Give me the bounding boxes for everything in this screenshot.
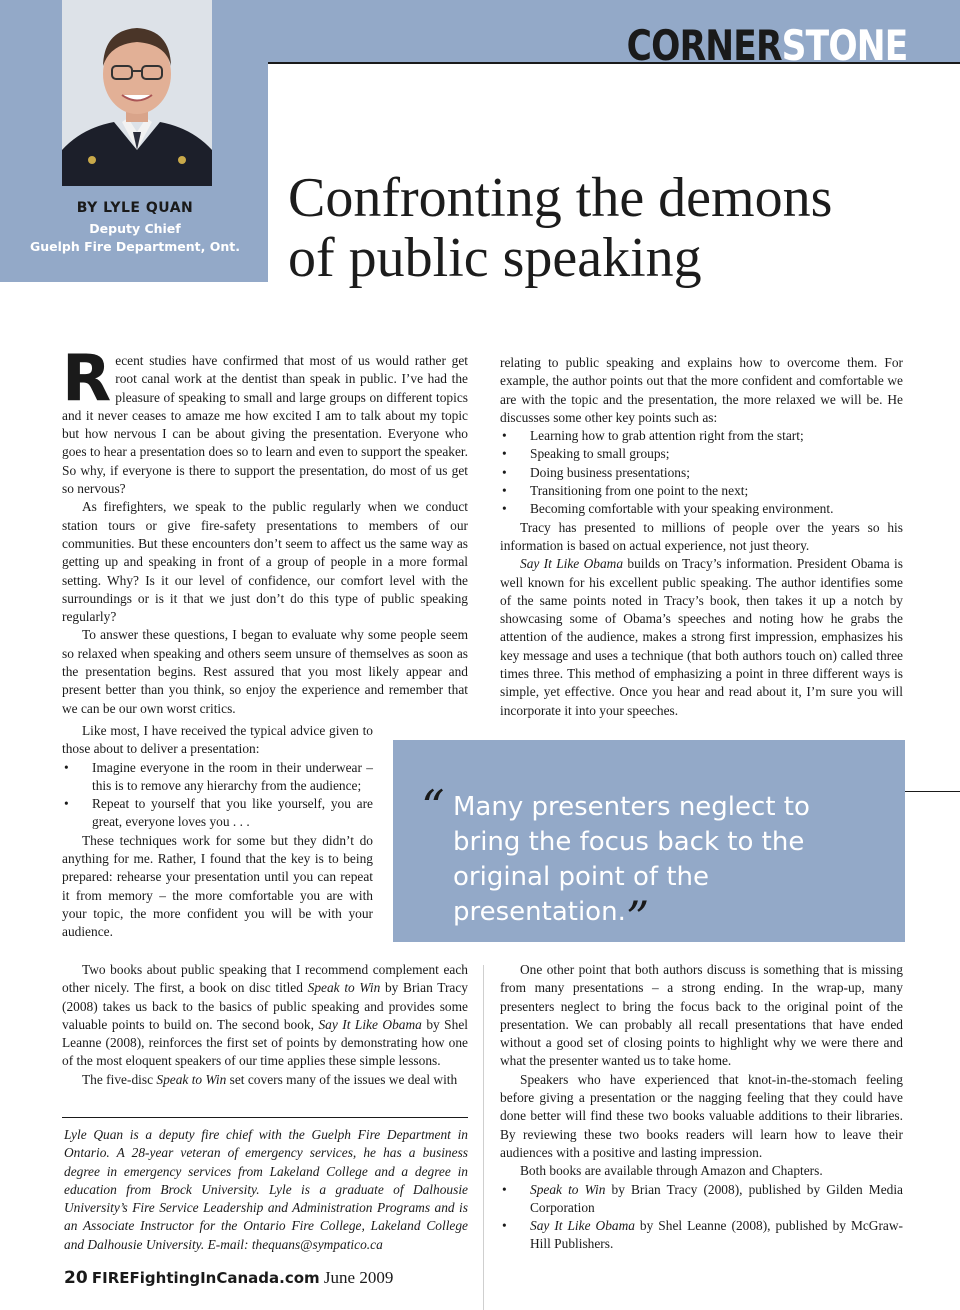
left-column-bottom (62, 961, 468, 1089)
author-name: BY LYLE QUAN (76, 200, 194, 216)
section-name-part1: CORNER (627, 21, 783, 70)
author-department: Guelph Fire Department, Ont. (29, 239, 241, 254)
list-item: • Learning how to grab attention right from the start; (500, 427, 903, 445)
left-column-narrow (62, 722, 373, 942)
left-column-top (62, 322, 468, 718)
issue-date: June 2009 (323, 1268, 394, 1287)
paragraph-intro: Recent studies have confirmed that most of us would rather get root canal work at the dentist than speak in public. I’ve had the pleasure of speaking to small and large groups on different topics and it never ceases to amaze me how excited I am to talk about my topic but how nervous I can be about giving the presentation. Everyone who goes to hear a presentation does so to learn and even to support the speaker. So why, if everyone is there to support the presentation, do most of us get so nervous? (62, 342, 468, 497)
site-name: FIREFightingInCanada.com (91, 1269, 320, 1287)
list-item: • Speaking to small groups; (500, 445, 903, 463)
pull-quote (393, 740, 905, 945)
column-divider (483, 965, 484, 1310)
list-item: • Say It Like Obama by Shel Leanne (2008), published by McGraw-Hill Publishers. (500, 1217, 903, 1254)
right-column-top (500, 354, 903, 720)
list-item: • Imagine everyone in the room in their underwear – this is to remove any hierarchy from the audience; (62, 759, 373, 796)
key-points-list (500, 427, 903, 518)
drop-cap: R (62, 342, 112, 416)
paragraph: The five-disc Speak to Win set covers many of the issues we deal with (82, 1071, 458, 1087)
paragraph: As firefighters, we speak to the public regularly when we conduct station tours or give fire-safety presentations to members of our communities. But these encounters don’t seem to affect us the same way as getting up and speaking in front of a group of people in a more formal setting. Why? Is it our level of confidence, our comfort level with the surroundings or is it that we just don’t do this type of public speaking regularly? (62, 499, 468, 625)
advice-list (62, 759, 373, 832)
author-photo (62, 0, 212, 186)
title-line-1: Confronting the demons (288, 167, 833, 229)
bio-divider (62, 1117, 468, 1118)
paragraph: Like most, I have received the typical advice given to those about to deliver a presentation: (62, 723, 373, 757)
author-bio: Lyle Quan is a deputy fire chief with the Guelph Fire Department in Ontario. A 28-year veteran of emergency services, he has a business degree in emergency services from Lakeland College and a degree in education from Brock University. Lyle is a graduate of Dalhousie University’s Fire Service Leadership and Administration Programs and is an Associate Instructor for the Ontario Fire College, Lakeland College and Dalhousie University. E-mail: thequans@sympatico.ca (64, 1127, 468, 1252)
paragraph: Two books about public speaking that I recommend complement each other nicely. The first, a book on disc titled Speak to Win by Brian Tracy (2008) takes us back to the basics of public speaking and provides some valuable points to build on. The second book, Say It Like Obama by Shel Leanne (2008), reinforces the first set of points by demonstrating how one of the most eloquent speakers of our time applies these simple lessons. (62, 962, 468, 1069)
paragraph: To answer these questions, I began to evaluate why some people seem so relaxed when speaking and others seem unsure of themselves as soon as the presentation begins. Rest assured that you most likely appear and present better than you think, so enjoy the experience and remember that we can be our own worst critics. (62, 627, 468, 716)
paragraph: Tracy has presented to millions of people over the years so his information is based on actual experience, not just theory. (500, 519, 903, 553)
book-title: Say It Like Obama (520, 556, 624, 572)
paragraph: Say It Like Obama builds on Tracy’s information. President Obama is well known for his excellent public speaking. The author identifies some of the same points noted in Tracy’s book, then takes it up a notch by showcasing some of Obama’s speeches and noting how he grabs the attention of the audience, makes a strong first impression, emphasizes his key message and uses a technique (that both authors touch on) called three times three. This method of emphasizing a point in three different ways is simple, yet effective. Once you hear and read about it, I’m sure you will incorporate it into your speeches. (500, 556, 903, 718)
paragraph: relating to public speaking and explains how to overcome them. For example, the author points out that the more confident and comfortable we are with the topic and the presentation, the more relaxed we will be. He discusses some other key points such as: (500, 355, 903, 425)
paragraph: These techniques work for some but they didn’t do anything for me. Rather, I found that the key is to being prepared: rehearse your presentation until you can repeat it from memory – the more comfortable you are with your topic, the more confident you will be with your audience. (62, 832, 373, 940)
book-title: Speak to Win (307, 980, 381, 996)
list-item: • Transitioning from one point to the next; (500, 482, 903, 500)
section-name (627, 18, 908, 74)
list-item: • Repeat to yourself that you like yourself, you are great, everyone loves you . . . (62, 795, 373, 832)
pull-quote-text: Many presenters neglect to bring the focus back to the original point of the presentation.” (453, 792, 810, 945)
right-column-bottom (500, 961, 903, 1254)
page-footer (64, 1266, 393, 1290)
page-number: 20 (64, 1268, 88, 1288)
pull-quote-rule (905, 791, 960, 792)
book-title: Say It Like Obama (318, 1016, 422, 1032)
paragraph: One other point that both authors discuss is something that is missing from many presentations – a strong ending. In the wrap-up, many presenters neglect to bring the focus back to the original point of the presentation. We can probably all recall presentations that have ended without a good set of closing points to highlight why we were there and what the presenter wanted us to take home. (500, 962, 903, 1069)
list-item: • Becoming comfortable with your speaking environment. (500, 500, 903, 518)
list-item: • Speak to Win by Brian Tracy (2008), published by Gilden Media Corporation (500, 1181, 903, 1218)
title-line-2: of public speaking (288, 227, 702, 289)
close-quote-mark: ” (625, 891, 650, 945)
section-name-part2: STONE (782, 21, 908, 70)
list-item: • Doing business presentations; (500, 464, 903, 482)
author-portrait-image (62, 0, 212, 186)
availability-list (500, 1181, 903, 1254)
book-title: Speak to Win (156, 1071, 227, 1087)
byline (20, 200, 250, 256)
open-quote-mark: “ (421, 780, 445, 834)
article-title (288, 168, 948, 288)
paragraph: Speakers who have experienced that knot-in-the-stomach feeling before giving a presentation or the nagging feeling that they could have done better will find these two books valuable additions to their libraries. By reviewing these two books readers will learn how to leave their audiences with a positive and lasting impression. (500, 1071, 903, 1160)
paragraph: Both books are available through Amazon and Chapters. (520, 1163, 823, 1179)
author-role: Deputy Chief (89, 221, 181, 236)
